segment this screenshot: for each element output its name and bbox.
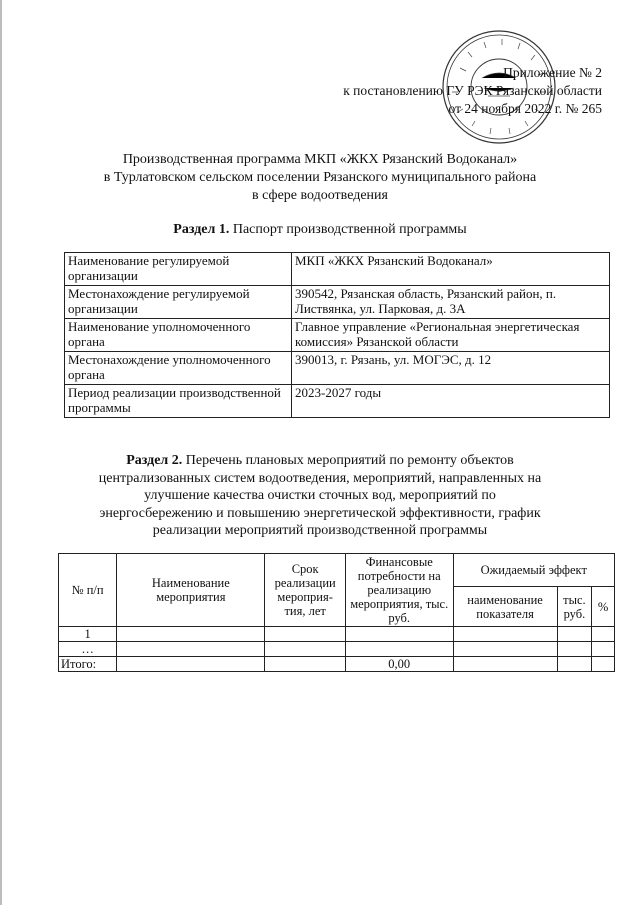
passport-value: 390542, Рязанская область, Рязанский район, п. Листвянка, ул. Парковая, д. 3А — [292, 286, 610, 319]
total-value: 0,00 — [345, 657, 453, 672]
passport-value: Главное управление «Региональная энергетическая комиссия» Рязанской области — [292, 319, 610, 352]
title-line-3: в сфере водоотведения — [252, 188, 388, 203]
plan-measures-table — [58, 553, 615, 672]
total-label: Итого: — [59, 657, 117, 672]
passport-key: Местонахождение регулируемой организации — [65, 286, 292, 319]
passport-value: 2023-2027 годы — [292, 385, 610, 418]
col-header-indicator: наименование показателя — [453, 587, 557, 627]
section-2-text: Перечень плановых мероприятий по ремонту объектов централизованных систем водоотведения, мероприятий, направленных на улучшение качества очистки сточных вод, мероприятий по энергосбережению и повышению энергетической эффективности, график реализации мероприятий производственной программы — [98, 453, 542, 538]
section-2-label: Раздел 2. — [126, 453, 183, 468]
passport-table — [64, 252, 610, 418]
page-edge-line — [0, 0, 2, 905]
table-row — [65, 253, 610, 286]
title-line-2: в Турлатовском сельском поселении Рязанского муниципального района — [103, 170, 537, 185]
col-header-effect: Ожидаемый эффект — [453, 554, 614, 587]
section-2-heading — [90, 452, 550, 540]
table-total-row — [59, 657, 615, 672]
col-header-thousand: тыс. руб. — [557, 587, 592, 627]
col-header-term: Срок реализации мероприя-тия, лет — [265, 554, 345, 627]
section-1-label: Раздел 1. — [173, 222, 230, 237]
appendix-header — [343, 64, 602, 118]
table-row — [65, 286, 610, 319]
document-title — [0, 151, 640, 205]
table-row — [65, 319, 610, 352]
table-row — [65, 352, 610, 385]
table-row — [65, 385, 610, 418]
appendix-date: от 24 ноября 2022 г. № 265 — [448, 101, 602, 116]
passport-key: Наименование регулируемой организации — [65, 253, 292, 286]
passport-key: Период реализации производственной программы — [65, 385, 292, 418]
section-1-text: Паспорт производственной программы — [229, 222, 467, 237]
passport-value: МКП «ЖКХ Рязанский Водоканал» — [292, 253, 610, 286]
col-header-finance: Финансовые потребности на реализацию мероприятия, тыс. руб. — [345, 554, 453, 627]
col-header-num: № п/п — [59, 554, 117, 627]
row-num: … — [59, 642, 117, 657]
table-header-row — [59, 554, 615, 587]
col-header-name: Наименование мероприятия — [117, 554, 265, 627]
appendix-resolution: к постановлению ГУ РЭК Рязанской области — [343, 83, 602, 98]
appendix-number: Приложение № 2 — [503, 65, 602, 80]
title-line-1: Производственная программа МКП «ЖКХ Рязанский Водоканал» — [122, 152, 518, 167]
passport-value: 390013, г. Рязань, ул. МОГЭС, д. 12 — [292, 352, 610, 385]
passport-key: Наименование уполномоченного органа — [65, 319, 292, 352]
table-row — [59, 642, 615, 657]
table-row — [59, 627, 615, 642]
section-1-heading — [0, 222, 640, 238]
row-num: 1 — [59, 627, 117, 642]
col-header-percent: % — [592, 587, 615, 627]
passport-key: Местонахождение уполномоченного органа — [65, 352, 292, 385]
